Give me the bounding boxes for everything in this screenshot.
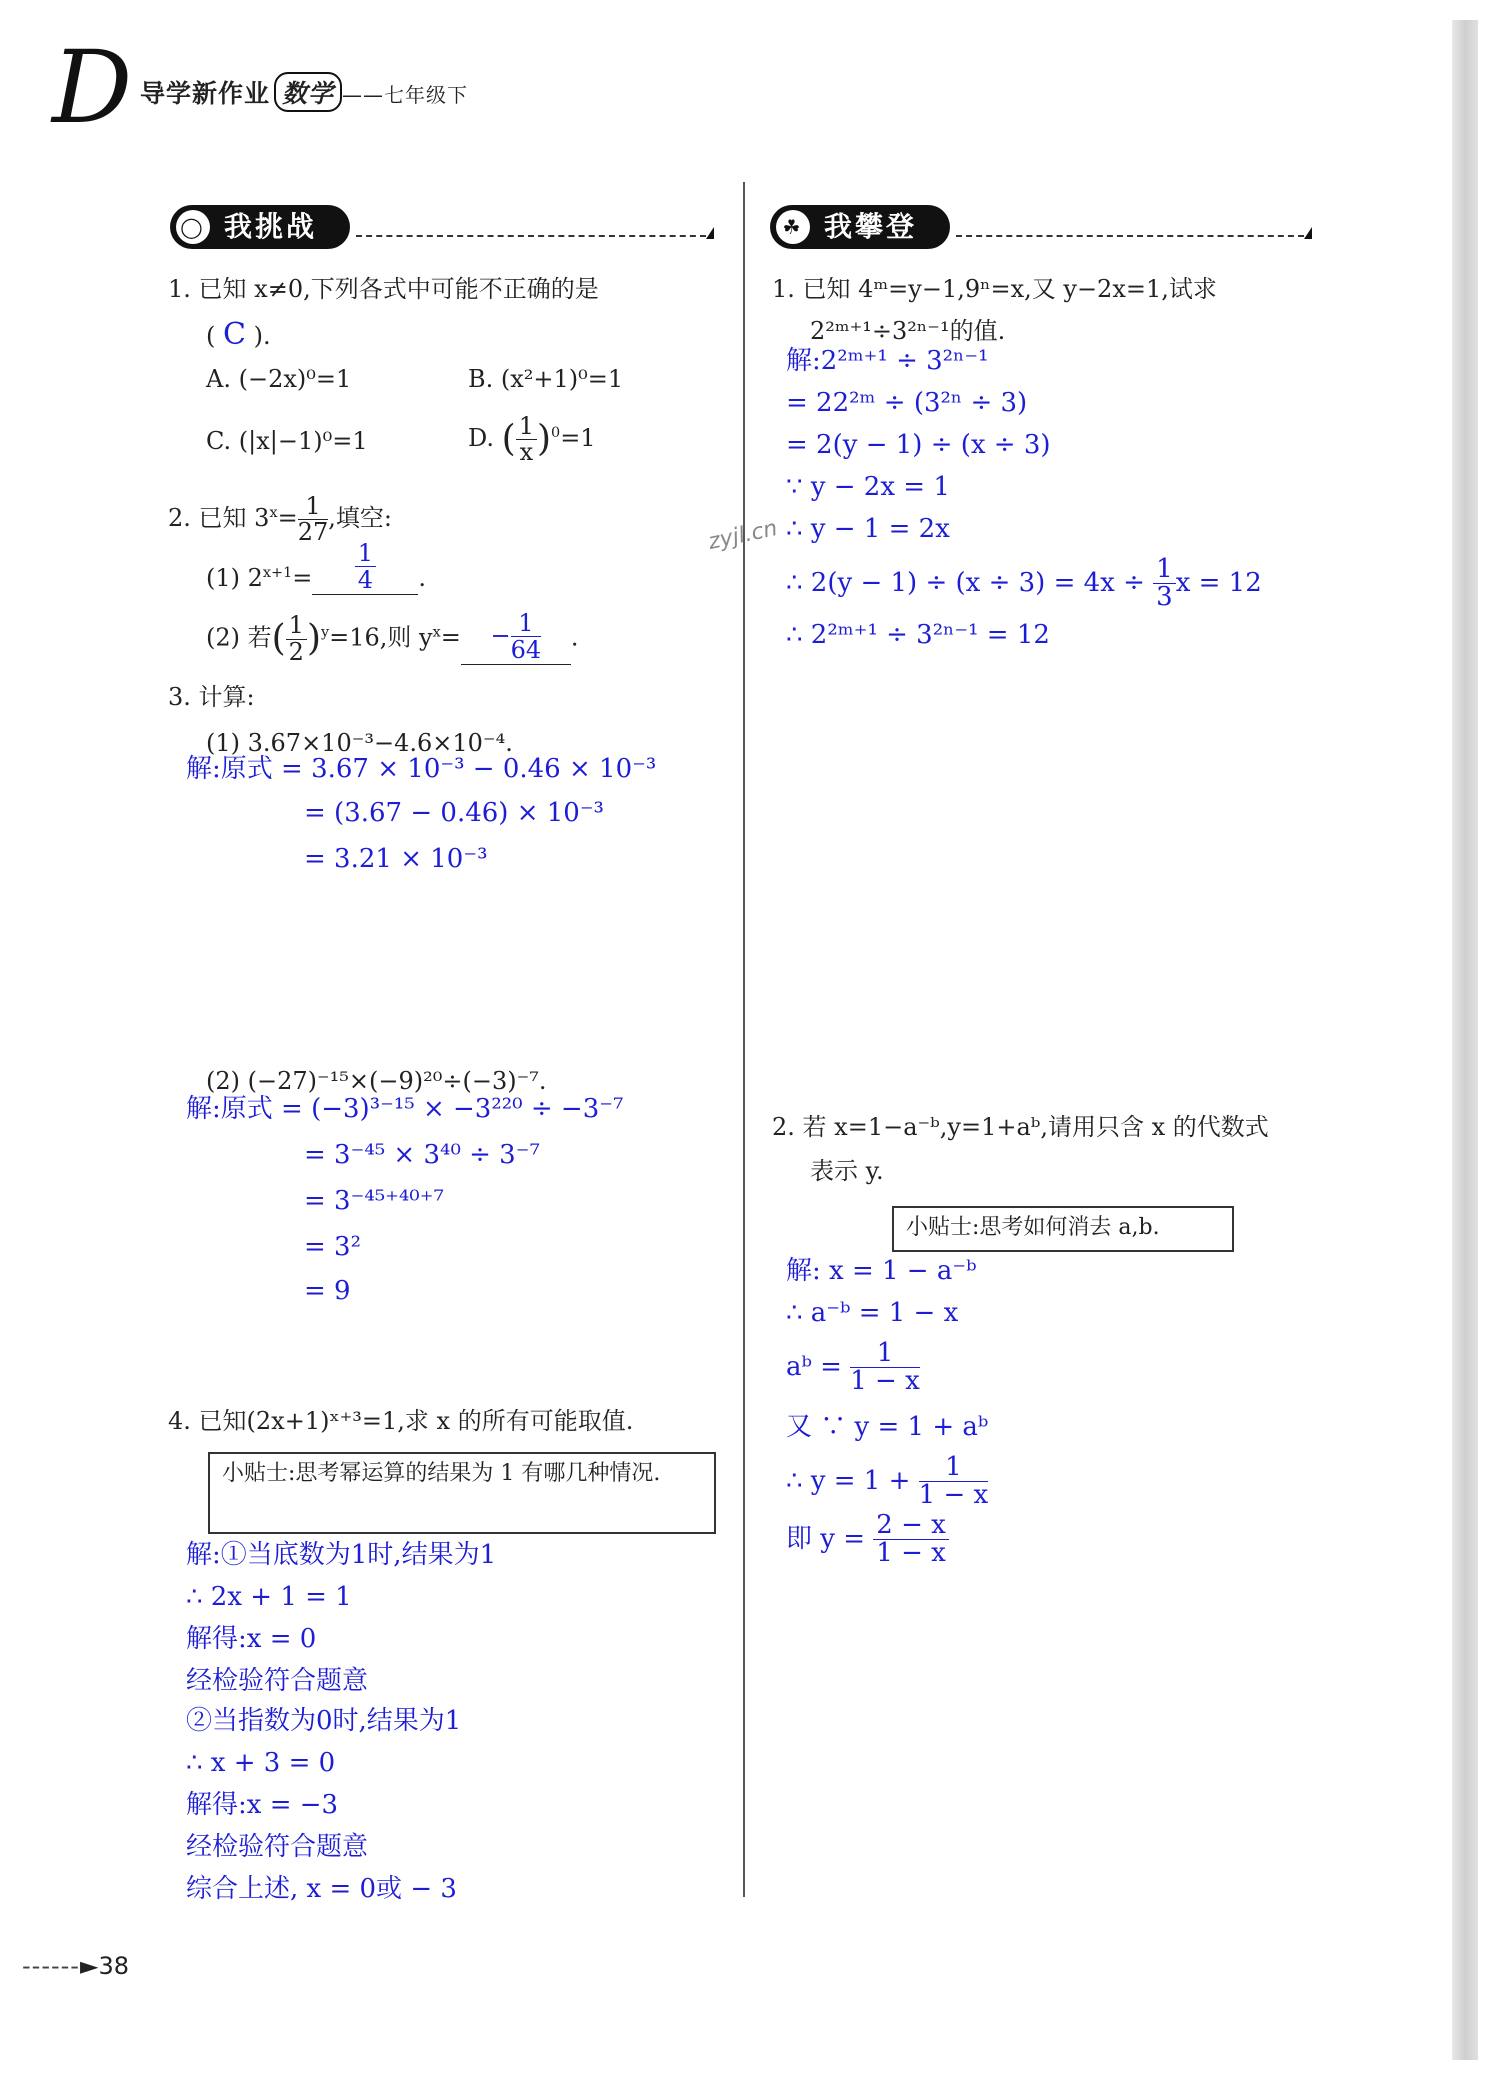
page-number — [22, 1952, 129, 1980]
right-q1-number: 1. — [772, 275, 795, 303]
left-q2-p2-mid: =16,则 y — [329, 623, 433, 652]
right-q2-text: 若 x=1−a⁻ᵇ,y=1+aᵇ,请用只含 x 的代数式 — [802, 1113, 1269, 1141]
paren-close: ). — [253, 322, 271, 350]
right-q1 — [772, 272, 1217, 306]
left-q2-p2-blank — [461, 610, 571, 665]
left-section-arrow-icon — [706, 227, 714, 239]
left-q2-num: 1 — [298, 494, 329, 520]
right-q2-sol5-fraction — [919, 1454, 989, 1510]
left-q4 — [168, 1404, 633, 1438]
option-b-text: (x²+1)⁰=1 — [500, 365, 624, 393]
left-q3-number: 3. — [168, 683, 191, 711]
right-section-arrow-icon — [1304, 227, 1312, 239]
right-q1-sol-3: = 2(y − 1) ÷ (x ÷ 3) — [786, 430, 1051, 460]
left-q2-p2-sup2: x — [432, 624, 441, 641]
option-c — [206, 424, 368, 458]
paren-open: ( — [206, 322, 216, 350]
book-spine-shadow — [1452, 20, 1478, 2060]
left-q4-sol-7: 解得:x = −3 — [186, 1790, 339, 1820]
left-q3-title: 计算: — [198, 683, 255, 711]
left-q2-p2-label: (2) 若 — [206, 623, 272, 652]
left-q2-p1-blank — [312, 540, 418, 595]
left-q2-part1 — [206, 540, 426, 595]
left-q1 — [168, 272, 599, 306]
right-q2-sol-3 — [786, 1340, 920, 1396]
right-q1-sol6-post: x = 12 — [1175, 567, 1262, 598]
left-q2-p1-eq: = — [292, 563, 313, 592]
option-a-label: A. — [206, 365, 231, 393]
option-d-label: D. — [468, 424, 495, 453]
right-q1-text2: 2²ᵐ⁺¹÷3²ⁿ⁻¹的值. — [810, 317, 1006, 345]
right-q2-text2: 表示 y. — [810, 1157, 884, 1185]
left-q3-p2-sol-5: = 9 — [304, 1276, 351, 1306]
right-q1-sol-4: ∵ y − 2x = 1 — [786, 472, 950, 502]
left-q2-eq: = — [277, 504, 298, 533]
right-q2-sol-1: 解: x = 1 − a⁻ᵇ — [786, 1256, 977, 1286]
left-q3-p1-sol-2: = (3.67 − 0.46) × 10⁻³ — [304, 798, 604, 828]
left-section-dash — [356, 235, 706, 237]
left-q2-p1-label: (1) 2 — [206, 563, 263, 592]
left-q2-p2-fraction — [286, 613, 307, 664]
left-q1-answer: C — [223, 317, 246, 352]
left-q2-p1-sup: x+1 — [262, 564, 293, 581]
left-q1-answer-line — [206, 318, 271, 353]
left-q2-p2-answer — [511, 610, 542, 664]
right-q1-sol-7: ∴ 2²ᵐ⁺¹ ÷ 3²ⁿ⁻¹ = 12 — [786, 620, 1050, 650]
right-q2-sol3-num: 1 — [850, 1340, 920, 1368]
left-q2-p2-den: 2 — [288, 637, 304, 666]
left-q3-p2-sol-2: = 3⁻⁴⁵ × 3⁴⁰ ÷ 3⁻⁷ — [304, 1140, 540, 1170]
option-d-num: 1 — [516, 414, 537, 440]
option-d-fraction — [516, 414, 537, 465]
left-q4-text: 已知(2x+1)ˣ⁺³=1,求 x 的所有可能取值. — [198, 1407, 634, 1435]
header — [140, 72, 468, 112]
left-q2-number: 2. — [168, 504, 191, 533]
right-q2-sol3-pre: aᵇ = — [786, 1351, 842, 1382]
left-section-header — [170, 205, 714, 249]
right-q1-sol-1: 解:2²ᵐ⁺¹ ÷ 3²ⁿ⁻¹ — [786, 346, 989, 376]
left-q2-pre-sup: x — [269, 505, 278, 522]
left-q4-sol-5: ②当指数为0时,结果为1 — [186, 1706, 462, 1736]
left-q2-pre: 已知 3 — [198, 504, 270, 533]
right-q2-sol-6 — [786, 1512, 949, 1568]
left-q3-p1-sol-3: = 3.21 × 10⁻³ — [304, 844, 488, 874]
right-q2-sol6-num: 2 − x — [873, 1512, 949, 1540]
left-q1-text: 已知 x≠0,下列各式中可能不正确的是 — [198, 275, 599, 303]
header-title: 导学新作业 — [140, 79, 271, 108]
plant-icon: ☘ — [776, 210, 810, 244]
right-section-title: 我攀登 — [824, 210, 918, 243]
option-d-den: x — [519, 438, 534, 467]
right-q2 — [772, 1110, 1269, 1144]
right-q2-sol3-fraction — [850, 1340, 920, 1396]
right-section-header — [770, 205, 1314, 249]
header-subject: 数学 — [274, 72, 342, 112]
left-q2-p1-end: . — [418, 563, 426, 592]
left-q2-p2-sup: y — [321, 624, 330, 641]
left-q4-number: 4. — [168, 1407, 191, 1435]
left-q2-fraction — [298, 494, 329, 545]
left-q2-p2-num: 1 — [286, 613, 307, 639]
right-q2-sol-2: ∴ a⁻ᵇ = 1 − x — [786, 1298, 959, 1328]
header-grade: ——七年级下 — [342, 83, 469, 107]
page-number-arrow-icon: ► — [79, 1952, 99, 1980]
page-number-dashes: ------ — [22, 1952, 80, 1980]
right-q2-sol6-fraction — [873, 1512, 949, 1568]
right-q2-sol6-pre: 即 y = — [786, 1523, 866, 1554]
option-a — [206, 362, 351, 396]
option-b-label: B. — [468, 365, 494, 393]
left-q2-p2-ans-den: 64 — [510, 636, 542, 665]
option-c-label: C. — [206, 427, 232, 455]
left-q4-sol-9: 综合上述, x = 0或 − 3 — [186, 1874, 457, 1904]
right-q2-sol-5 — [786, 1454, 988, 1510]
option-d-tail: =1 — [560, 424, 596, 453]
left-q3-p2-sol-1: 解:原式 = (−3)³⁻¹⁵ × −3²²⁰ ÷ −3⁻⁷ — [186, 1094, 624, 1124]
page-number-value: 38 — [98, 1952, 129, 1980]
right-q2-sol3-den: 1 − x — [850, 1366, 920, 1397]
left-q2-p1-ans-num: 1 — [355, 540, 376, 567]
option-d: D. ( $\frac{1}{x}$ )$^0$=1 — [468, 412, 596, 467]
left-q2-post: ,填空: — [328, 504, 392, 533]
right-q2-sol6-den: 1 − x — [876, 1538, 946, 1569]
right-q1-sol-2: = 22²ᵐ ÷ (3²ⁿ ÷ 3) — [786, 388, 1028, 418]
left-q2-p2-end: . — [570, 623, 579, 652]
left-q2 — [168, 494, 392, 545]
right-q1-sol-6 — [786, 556, 1262, 612]
left-q3 — [168, 680, 255, 714]
left-section-title: 我挑战 — [224, 210, 318, 243]
right-q1-sol6-pre: ∴ 2(y − 1) ÷ (x ÷ 3) = 4x ÷ — [786, 567, 1145, 598]
logo-letter: D — [52, 29, 133, 146]
left-q2-p1-ans-den: 4 — [357, 566, 373, 595]
option-a-text: (−2x)⁰=1 — [238, 365, 352, 393]
left-section-badge — [170, 205, 350, 249]
left-q4-sol-8: 经检验符合题意 — [186, 1832, 369, 1862]
option-b — [468, 362, 623, 396]
watermark: zyjl.cn — [706, 516, 780, 555]
left-q4-sol-3: 解得:x = 0 — [186, 1624, 317, 1654]
right-q2-sol5-num: 1 — [919, 1454, 989, 1482]
left-q4-tip: 小贴士:思考幂运算的结果为 1 有哪几种情况. — [208, 1452, 716, 1534]
left-q4-sol-4: 经检验符合题意 — [186, 1666, 369, 1696]
left-q3-p1-text: (1) 3.67×10⁻³−4.6×10⁻⁴. — [206, 729, 513, 757]
left-q2-part2: (2) 若( $\frac{1}{2}$ )$^y$=16,则 $y^x=$ − $\frac{1}{64}$ . — [206, 609, 579, 666]
right-q1-text: 已知 4ᵐ=y−1,9ⁿ=x,又 y−2x=1,试求 — [802, 275, 1217, 303]
right-q2-number: 2. — [772, 1113, 795, 1141]
right-q2-sol5-pre: ∴ y = 1 + — [786, 1465, 911, 1496]
left-q3-p1-sol-1: 解:原式 = 3.67 × 10⁻³ − 0.46 × 10⁻³ — [186, 754, 657, 784]
right-section-badge — [770, 205, 950, 249]
option-c-text: (|x|−1)⁰=1 — [238, 427, 368, 455]
column-divider — [743, 182, 745, 1897]
right-q2-tip: 小贴士:思考如何消去 a,b. — [892, 1206, 1234, 1252]
left-q2-p2-ans-num: 1 — [511, 610, 542, 637]
right-section-dash — [956, 235, 1304, 237]
right-q2-sol-4: 又 ∵ y = 1 + aᵇ — [786, 1412, 989, 1442]
right-q1-sol6-fraction — [1153, 556, 1176, 612]
left-q3-p2-sol-3: = 3⁻⁴⁵⁺⁴⁰⁺⁷ — [304, 1186, 444, 1216]
right-q1-sol-5: ∴ y − 1 = 2x — [786, 514, 950, 544]
right-q1-sol6-num: 1 — [1153, 556, 1176, 584]
left-q2-p2-eq: = — [440, 623, 461, 652]
left-q4-sol-1: 解:①当底数为1时,结果为1 — [186, 1540, 497, 1570]
right-q1-sol6-den: 3 — [1156, 582, 1173, 613]
left-q3-p2-sol-4: = 3² — [304, 1232, 362, 1262]
bulb-icon: ◯ — [176, 210, 210, 244]
right-q2-sol5-den: 1 − x — [918, 1480, 989, 1511]
left-q4-sol-2: ∴ 2x + 1 = 1 — [186, 1582, 352, 1612]
left-q4-sol-6: ∴ x + 3 = 0 — [186, 1748, 336, 1778]
left-q1-number: 1. — [168, 275, 191, 303]
left-q2-p1-answer — [355, 540, 376, 594]
left-q2-den: 27 — [297, 518, 329, 547]
left-q3-p2-text: (2) (−27)⁻¹⁵×(−9)²⁰÷(−3)⁻⁷. — [206, 1067, 547, 1095]
left-q2-p2-ans-sign: − — [490, 621, 511, 650]
